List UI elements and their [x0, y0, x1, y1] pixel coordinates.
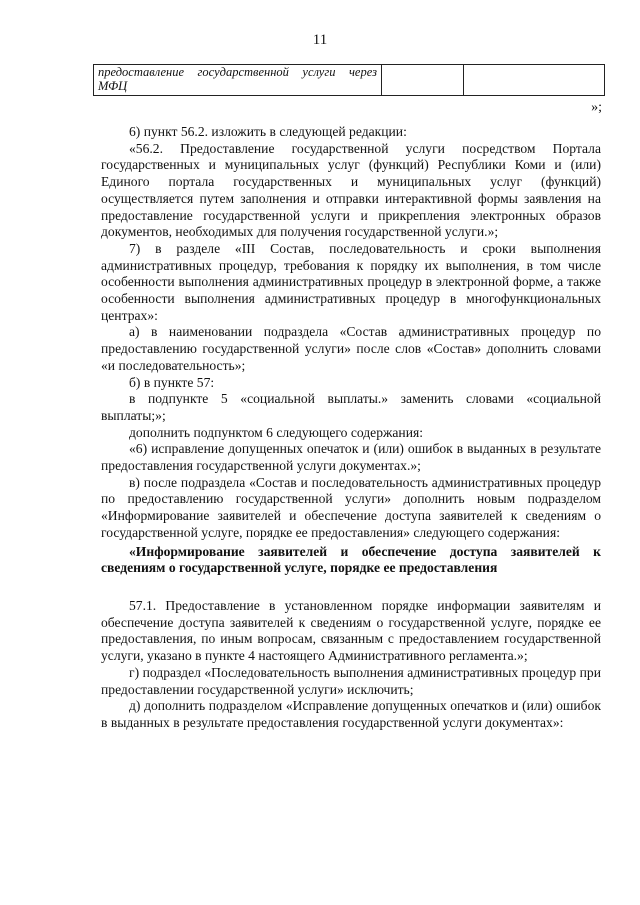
paragraph-subitem-b: б) в пункте 57:	[129, 374, 215, 390]
heading-open-quote: «	[129, 543, 136, 559]
table-row	[94, 65, 605, 96]
paragraph-item-7: 7) в разделе «III Состав, последовательность и сроки выполнения административных процедур, требования к порядку их выполнения, в том числе особенности выполнения административных процедур в электронной форме, а также особенности выполнения административных процедур в многофункциональных центрах»:	[101, 240, 601, 323]
table-cell-empty	[464, 65, 605, 96]
heading-text: Информирование заявителей и обеспечение доступа заявителей к сведениям о государственной услуге, порядке ее предоставления	[101, 543, 601, 576]
closing-quote-mark: »;	[591, 100, 602, 115]
table-cell-empty	[382, 65, 464, 96]
paragraph-subitem-g: г) подраздел «Последовательность выполнения административных процедур при предоставлении государственной услуги» исключить;	[101, 664, 601, 697]
paragraph-subitem-a: а) в наименовании подраздела «Состав административных процедур по предоставлению государственной услуги» после слов «Состав» дополнить словами «и последовательность»;	[101, 324, 601, 373]
paragraph-subpoint-6-text: «6) исправление допущенных опечаток и (или) ошибок в выданных в результате предоставления государственной услуги документах.»;	[101, 441, 601, 474]
paragraph-57-1: 57.1. Предоставление в установленном порядке информации заявителям и обеспечение доступа заявителей к сведениям о государственной услуге, порядке ее предоставления, по иным вопросам, связанным с предоставлением государственной услуги, указано в пункте 4 настоящего Административного регламента.»;	[101, 597, 601, 664]
paragraph-56-2: «56.2. Предоставление государственной услуги посредством Портала государственных и муниципальных услуг (функций) Республики Коми и (или) Единого портала государственных и муниципальных услуг (функций) осуществляется путем заполнения и отправки интерактивной формы заявления на предоставление государственной услуги и прикрепления электронных образов документов, необходимых для получения государственной услуги.»;	[101, 140, 601, 240]
paragraph-add-subpoint-6: дополнить подпунктом 6 следующего содержания:	[129, 424, 424, 440]
paragraph-item-6: 6) пункт 56.2. изложить в следующей редакции:	[129, 124, 407, 139]
table-cell-service-via-mfc: предоставление государственной услуги через МФЦ	[94, 65, 382, 96]
paragraph-subpoint-5: в подпункте 5 «социальной выплаты.» заменить словами «социальной выплаты;»;	[101, 391, 601, 423]
document-body	[101, 124, 601, 732]
paragraph-subitem-d: д) дополнить подразделом «Исправление допущенных опечатков и (или) ошибок в выданных в результате предоставления государственной услуги документах»:	[101, 698, 601, 730]
continuation-table	[93, 64, 605, 96]
section-heading	[101, 544, 601, 577]
paragraph-subitem-v: в) после подраздела «Состав и последовательность административных процедур по предоставлению государственной услуги» дополнить новым подразделом «Информирование заявителей и обеспечение доступа заявителей к сведениям о государственной услуге, порядке ее предоставления» следующего содержания:	[101, 474, 601, 540]
page-number: 11	[312, 32, 328, 48]
